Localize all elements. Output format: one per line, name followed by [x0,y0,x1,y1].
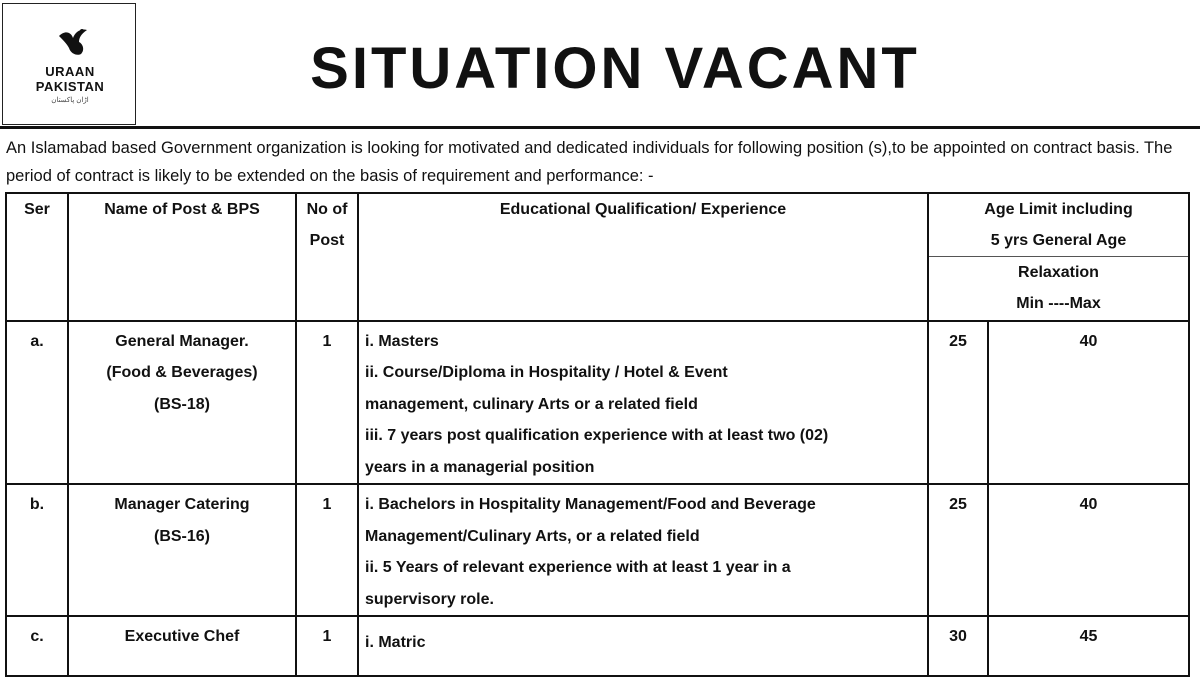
header-age-relaxation [928,257,1189,321]
post-name-line: General Manager. [115,332,249,350]
row-age-min: 25 [928,484,988,616]
header-no-line2: Post [309,232,345,249]
header-age-line4: Min ----Max [1016,295,1101,312]
bird-icon [53,22,93,62]
row-no-of-post: 1 [296,616,358,676]
post-bps: (BS-18) [153,395,210,413]
header-age-limit [928,193,1189,257]
header [0,0,1200,128]
header-no-of-post [296,193,358,321]
row-age-min: 30 [928,616,988,676]
uraan-pakistan-logo [2,3,136,125]
table-row [6,616,1189,676]
row-post-name: Executive Chef [68,616,296,676]
header-ser: Ser [6,193,68,321]
header-age-line1: Age Limit including [984,201,1133,218]
post-bps: (BS-16) [153,527,210,545]
logo-tagline: اڑان پاکستان [51,97,89,104]
row-ser: b. [6,484,68,616]
logo-line-uraan: URAAN [45,64,95,79]
header-age-line3: Relaxation [1018,264,1099,281]
title-divider [0,126,1200,129]
header-qualification: Educational Qualification/ Experience [358,193,928,321]
row-post-name [68,321,296,485]
qualification-line: supervisory role. [365,590,494,608]
intro-paragraph: An Islamabad based Government organization is looking for motivated and dedicated individuals for following position (s),to be appointed on contract basis. The period of contract is likely to be extended on the basis of requirement and performance: - [6,139,1173,185]
qualification-line: iii. 7 years post qualification experience with at least two (02) [365,427,829,444]
row-no-of-post: 1 [296,321,358,485]
row-qualification [358,484,928,616]
qualification-line: management, culinary Arts or a related field [365,395,698,413]
qualification-line: Management/Culinary Arts, or a related field [365,527,700,545]
row-ser: a. [6,321,68,485]
row-age-max: 45 [988,616,1189,676]
row-ser: c. [6,616,68,676]
logo-line-pakistan: PAKISTAN [35,79,105,94]
post-name-line: Manager Catering [114,496,250,513]
table-row [6,484,1189,616]
table-row [6,321,1189,485]
row-qualification [358,321,928,485]
header-age-line2: 5 yrs General Age [990,232,1127,249]
row-age-max: 40 [988,484,1189,616]
qualification-line: years in a managerial position [365,458,595,476]
row-qualification: i. Matric [358,616,928,676]
row-age-min: 25 [928,321,988,485]
qualification-line: ii. Course/Diploma in Hospitality / Hotel & Event [365,364,728,381]
row-post-name [68,484,296,616]
row-no-of-post: 1 [296,484,358,616]
table-header-row [6,193,1189,257]
post-name-line: (Food & Beverages) [106,364,258,381]
header-name-of-post: Name of Post & BPS [68,193,296,321]
qualification-line: ii. 5 Years of relevant experience with at least 1 year in a [365,559,791,576]
header-no-line1: No of [306,201,348,218]
page-title: SITUATION VACANT [310,36,920,101]
vacancy-table [5,192,1190,677]
qualification-line: i. Masters [365,332,439,350]
qualification-line: i. Bachelors in Hospitality Management/Food and Beverage [365,496,816,513]
row-age-max: 40 [988,321,1189,485]
